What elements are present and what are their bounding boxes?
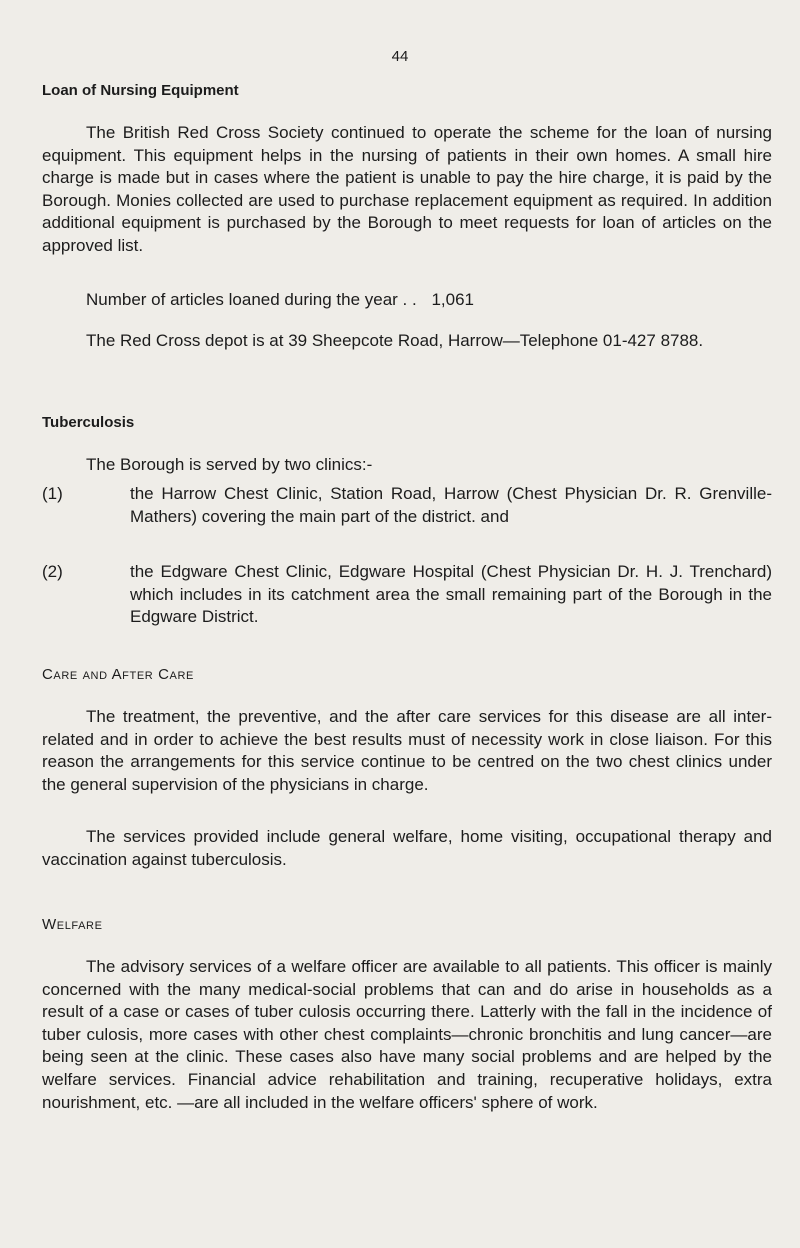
articles-loaned-value: 1,061 <box>431 290 475 309</box>
clinic-item <box>42 483 772 528</box>
care-paragraph: The treatment, the preventive, and the after care services for this disease are all inter-related and in order to achieve the best results must of necessity work in close liaison. For this reason the arrangements for this service continue to be centred on the two chest clinics under the general supervision of the physicians in charge. <box>42 707 772 794</box>
clinics-intro: The Borough is served by two clinics:- <box>86 455 373 474</box>
articles-loaned-label: Number of articles loaned during the year . . <box>86 290 417 309</box>
services-paragraph: The services provided include general welfare, home visiting, occupational therapy and vaccination against tuberculosis. <box>42 827 772 869</box>
welfare-paragraph: The advisory services of a welfare officer are available to all patients. This officer is mainly concerned with the many medical-social problems that can and do arise in households as a result of a case or cases of tuber culosis occurring there. Latterly with the fall in the incidence of tuber culosis, more cases with other chest complaints—chronic bronchitis and lung cancer—are being seen at the clinic. These cases also have many social problems and are helped by the welfare services. Financial advice rehabilitation and training, recuperative holidays, extra nourishment, etc. —are all included in the welfare officers' sphere of work. <box>42 957 772 1112</box>
clinic-item <box>42 561 772 629</box>
loan-paragraph: The British Red Cross Society continued to operate the scheme for the loan of nursing equipment. This equipment helps in the nursing of patients in their own homes. A small hire charge is made but in cases where the patient is unable to pay the hire charge, it is paid by the Borough. Monies collected are used to purchase replacement equipment as required. In addition additional equipment is purchased by the Borough to meet requests for loan of articles on the approved list. <box>42 123 772 255</box>
clinic-item-text: the Edgware Chest Clinic, Edgware Hospital (Chest Physician Dr. H. J. Trenchard) which includes in its catchment area the small remaining part of the Borough in the Edgware District. <box>130 562 772 627</box>
page-number: 44 <box>391 48 409 65</box>
care-heading: Care and After Care <box>42 666 194 683</box>
loan-heading: Loan of Nursing Equipment <box>42 82 239 99</box>
clinic-item-number: (1) <box>42 484 63 503</box>
articles-loaned-line <box>42 289 474 312</box>
welfare-heading: Welfare <box>42 916 103 933</box>
red-cross-depot-paragraph: The Red Cross depot is at 39 Sheepcote Road, Harrow—Telephone 01-427 8788. <box>86 331 704 350</box>
clinic-item-text: the Harrow Chest Clinic, Station Road, Harrow (Chest Physician Dr. R. Grenville-Mathers) covering the main part of the district. and <box>130 484 772 526</box>
clinic-item-number: (2) <box>42 562 63 581</box>
tuberculosis-heading: Tuberculosis <box>42 414 135 431</box>
